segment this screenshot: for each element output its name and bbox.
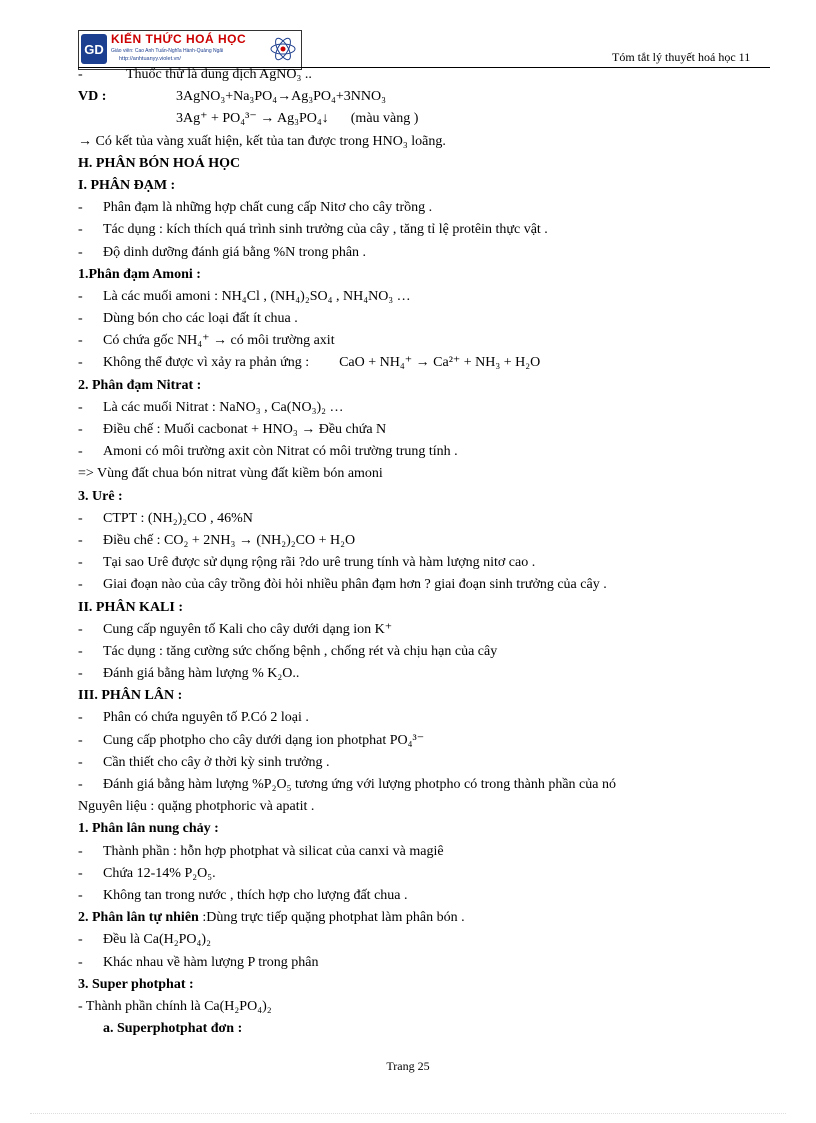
text-line: Nguyên liệu : quặng photphoric và apatit .: [78, 799, 315, 815]
logo-title: KIẾN THỨC HOÁ HỌC: [111, 32, 247, 46]
logo-mark: GD: [81, 34, 107, 64]
text-line: - Thuốc thử là dung dịch AgNO₃ ..: [78, 67, 312, 82]
list-item: - Phân có chứa nguyên tố P.Có 2 loại .: [78, 710, 309, 726]
section-title: III. PHÂN LÂN :: [78, 688, 183, 704]
section-title: I. PHÂN ĐẠM :: [78, 177, 176, 193]
subsection-title: 2. Phân đạm Nitrat :: [78, 377, 202, 393]
subsection-title: 1.Phân đạm Amoni :: [78, 266, 201, 282]
list-item: - Không thể được vì xảy ra phản ứng : CaO + NH₄⁺ → Ca²⁺ + NH₃ + H₂O: [78, 355, 541, 371]
list-item: - Phân đạm là những hợp chất cung cấp Nitơ cho cây trồng .: [78, 200, 433, 216]
list-item: - Đánh giá bằng hàm lượng % K₂O..: [78, 666, 300, 682]
atom-icon: [269, 35, 297, 63]
section-title: II. PHÂN KALI :: [78, 599, 184, 615]
text-line: → Có kết tủa vàng xuất hiện, kết tủa tan được trong HNO₃ loãng.: [78, 133, 446, 149]
list-item: - Thành phần : hỗn hợp photphat và silicat của canxi và magiê: [78, 843, 444, 859]
list-item: - Điều chế : Muối cacbonat + HNO₃ → Đều chứa N: [78, 422, 387, 437]
text-line: => Vùng đất chua bón nitrat vùng đất kiềm bón amoni: [78, 466, 383, 482]
subsection-title: 3. Super photphat :: [78, 976, 194, 992]
logo-url: http://anhtuanyy.violet.vn/: [119, 56, 181, 62]
example-line: VD : 3AgNO₃+Na₃PO₄→Ag₃PO₄+3NNO₃: [78, 89, 386, 105]
list-item: - Khác nhau về hàm lượng P trong phân: [78, 954, 319, 970]
document-title: Tóm tắt lý thuyết hoá học 11: [612, 50, 751, 64]
list-item: - Dùng bón cho các loại đất ít chua .: [78, 311, 298, 327]
list-item: - Cung cấp photpho cho cây dưới dạng ion photphat PO₄³⁻: [78, 732, 425, 748]
sub-heading: a. Superphotphat đơn :: [103, 1021, 243, 1037]
subsection-title-line: 2. Phân lân tự nhiên :Dùng trực tiếp quặng photphat làm phân bón .: [78, 910, 465, 926]
list-item: - Giai đoạn nào của cây trồng đòi hỏi nhiều phân đạm hơn ? giai đoạn sinh trưởng của cây .: [78, 577, 607, 593]
list-item: - Amoni có môi trường axit còn Nitrat có môi trường trung tính .: [78, 444, 458, 460]
text-line: - Thành phần chính là Ca(H₂PO₄)₂: [78, 998, 272, 1014]
list-item: - Không tan trong nước , thích hợp cho lượng đất chua .: [78, 887, 408, 903]
page-bottom-border: [30, 1113, 786, 1114]
list-item: - Điều chế : CO₂ + 2NH₃ → (NH₂)₂CO + H₂O: [78, 532, 356, 548]
list-item: - Đánh giá bằng hàm lượng %P₂O₅ tương ứng với lượng photpho có trong thành phần của nó: [78, 777, 616, 792]
list-item: - Tác dụng : tăng cường sức chống bệnh , chống rét và chịu hạn của cây: [78, 643, 498, 659]
list-item: - Tác dụng : kích thích quá trình sinh trưởng của cây , tăng tỉ lệ protêin thực vật .: [78, 222, 548, 238]
page-number: Trang 25: [386, 1059, 430, 1073]
list-item: - Có chứa gốc NH₄⁺ → có môi trường axit: [78, 333, 335, 349]
list-item: - Cần thiết cho cây ở thời kỳ sinh trưởng .: [78, 754, 330, 770]
list-item: - Chứa 12-14% P₂O₅.: [78, 865, 216, 881]
list-item: - Độ dinh dưỡng đánh giá bằng %N trong phân .: [78, 244, 367, 260]
list-item: - Là các muối Nitrat : NaNO₃ , Ca(NO₃)₂ …: [78, 399, 344, 415]
list-item: - Đều là Ca(H₂PO₄)₂: [78, 932, 211, 948]
list-item: - Tại sao Urê được sử dụng rộng rãi ?do urê trung tính và hàm lượng nitơ cao .: [78, 555, 536, 571]
logo-subtitle: Giáo viên: Cao Anh Tuấn-Nghĩa Hành-Quảng Ngãi: [111, 48, 224, 54]
equation-line: 3Ag⁺ + PO₄³⁻ → Ag₃PO₄↓ (màu vàng ): [176, 111, 419, 127]
subsection-title: 1. Phân lân nung chảy :: [78, 821, 219, 837]
subsection-title: 3. Urê :: [78, 488, 123, 504]
list-item: - CTPT : (NH₂)₂CO , 46%N: [78, 510, 253, 526]
list-item: - Cung cấp nguyên tố Kali cho cây dưới dạng ion K⁺: [78, 621, 393, 637]
section-title: H. PHÂN BÓN HOÁ HỌC: [78, 155, 241, 171]
list-item: - Là các muối amoni : NH₄Cl , (NH₄)₂SO₄ , NH₄NO₃ …: [78, 288, 411, 304]
page-content: [78, 64, 778, 1040]
